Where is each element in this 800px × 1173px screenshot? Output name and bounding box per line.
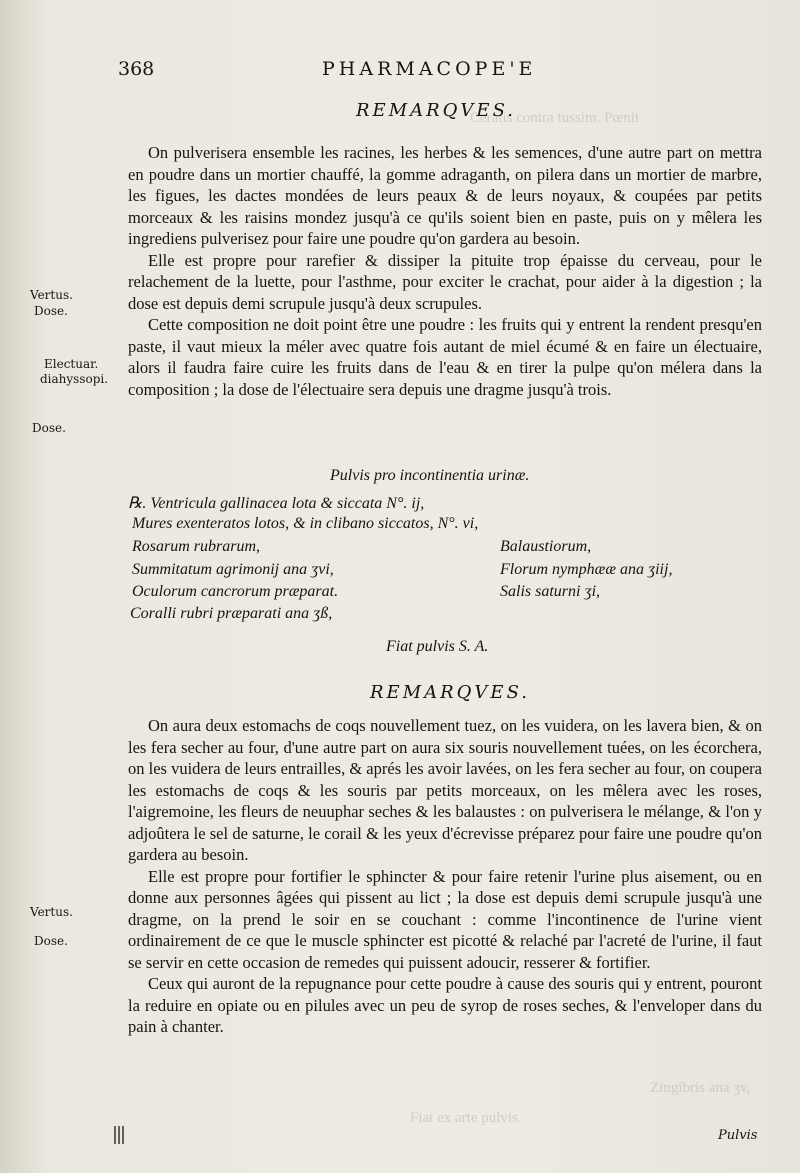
margin-note: Dose. — [34, 304, 68, 318]
section2-text — [128, 715, 762, 1038]
margin-note: Dose. — [32, 421, 66, 435]
paragraph: Ceux qui auront de la repugnance pour cette poudre à cause des souris qui y entrent, pouront la reduire en opiate ou en pilules avec un peu de syrop de roses seches, & l'enveloper dans du pain à chanter. — [128, 974, 762, 1036]
bleed-through-text: Fiat ex arte pulvis. — [410, 1110, 522, 1126]
running-title: PHARMACOPE'E — [322, 58, 537, 80]
paragraph: Elle est propre pour rarefier & dissiper la pituite trop épaisse du cerveau, pour le relachement de la luette, pour l'asthme, pour exciter le crachat, pour aider à la digestion ; la dose est depuis demi scrupule jusqu'à deux scrupules. — [128, 250, 762, 313]
signature-mark-icon — [112, 1124, 126, 1146]
margin-note: Dose. — [34, 934, 68, 948]
paragraph: On aura deux estomachs de coqs nouvellement tuez, on les vuidera, on les lavera bien, & on les fera secher au four, d'une autre part on aura six souris nouvellement tuées, on les écorchera, on les vuidera de leurs entrailles, & aprés les avoir lavées, on les fera secher au four, on coupera les estomachs de coqs & les souris par petits morceaux, on les mêlera avec les roses, l'aigremoine, les fleurs de neuuphar seches & les balaustes : on pulverisera le mélange, & l'on y adjoûtera le sel de saturne, le corail & les yeux d'écrevisse préparez pour faire une poudre qu'on gardera au besoin. — [128, 716, 762, 864]
margin-note: Vertus. — [30, 288, 73, 302]
recipe-fiat: Fiat pulvis S. A. — [386, 638, 489, 655]
recipe-line: Salis saturni ʒi, — [500, 583, 601, 600]
paragraph: Cette composition ne doit point être une poudre : les fruits qui y entrent la rendent presqu'en paste, il vaut mieux la méler avec quatre fois autant de miel écumé & en faire un électuaire, alors il faudra faire cuire les fruits dans de l'eau & en tirer la pulpe qu'on mélera dans la composition ; la dose de l'électuaire sera depuis une dragme jusqu'à trois. — [128, 315, 762, 399]
margin-note: Vertus. — [30, 905, 73, 919]
paragraph: On pulverisera ensemble les racines, les herbes & les semences, d'une autre part on mettra en poudre dans un mortier chauffé, la gomme adraganth, on pilera dans un mortier de marbre, les figues, les dactes mondées de leurs peaux & de leurs noyaux, & coupées par petits morceaux & les raisins mondez jusqu'à ce qu'ils soient bien en paste, puis on y mêlera les ingrediens pulverisez pour faire une poudre qu'on gardera au besoin. — [128, 143, 762, 248]
bleed-through-text: Zingibris ana ʒv, — [650, 1080, 751, 1096]
recipe-line: Oculorum cancrorum præparat. — [132, 583, 339, 600]
recipe-line: Rosarum rubrarum, — [132, 538, 261, 555]
recipe-line: Coralli rubri præparati ana ʒß, — [130, 605, 333, 622]
margin-note: diahyssopi. — [40, 372, 109, 386]
paragraph: Elle est propre pour fortifier le sphincter & pour faire retenir l'urine plus aisement, ou en donne aux personnes âgées qui pissent au lict ; la dose est depuis demi scrupule jusqu'à une dragme, on la prend le soir en se couchant : comme l'incontinence de l'urine vient ordinairement de ce que le muscle sphincter est picotté & relaché par l'acreté de l'urine, il faut se servir en cette occasion de remedes qui puissent adoucir, resserer & fortifier. — [128, 866, 762, 972]
recipe-line: Balaustiorum, — [500, 538, 592, 555]
page-number: 368 — [118, 58, 155, 80]
recipe-line: Mures exenteratos lotos, & in clibano siccatos, N°. vi, — [132, 515, 479, 532]
margin-note: Electuar. — [44, 357, 99, 371]
recipe-line: Summitatum agrimonij ana ʒvi, — [132, 561, 334, 578]
bleed-through-text: Ceratis contra tussim. Pœnit — [470, 110, 640, 126]
catchword: Pulvis — [718, 1128, 758, 1143]
recipe-title: Pulvis pro incontinentia urinæ. — [330, 467, 530, 484]
recipe-line: Florum nymphææ ana ʒiij, — [500, 561, 673, 578]
section1-text — [128, 142, 762, 400]
recipe-line: ℞. Ventricula gallinacea lota & siccata N°. ij, — [128, 495, 425, 512]
section-heading: REMARQVES. — [370, 682, 530, 703]
section-heading: REMARQVES. — [356, 100, 516, 121]
